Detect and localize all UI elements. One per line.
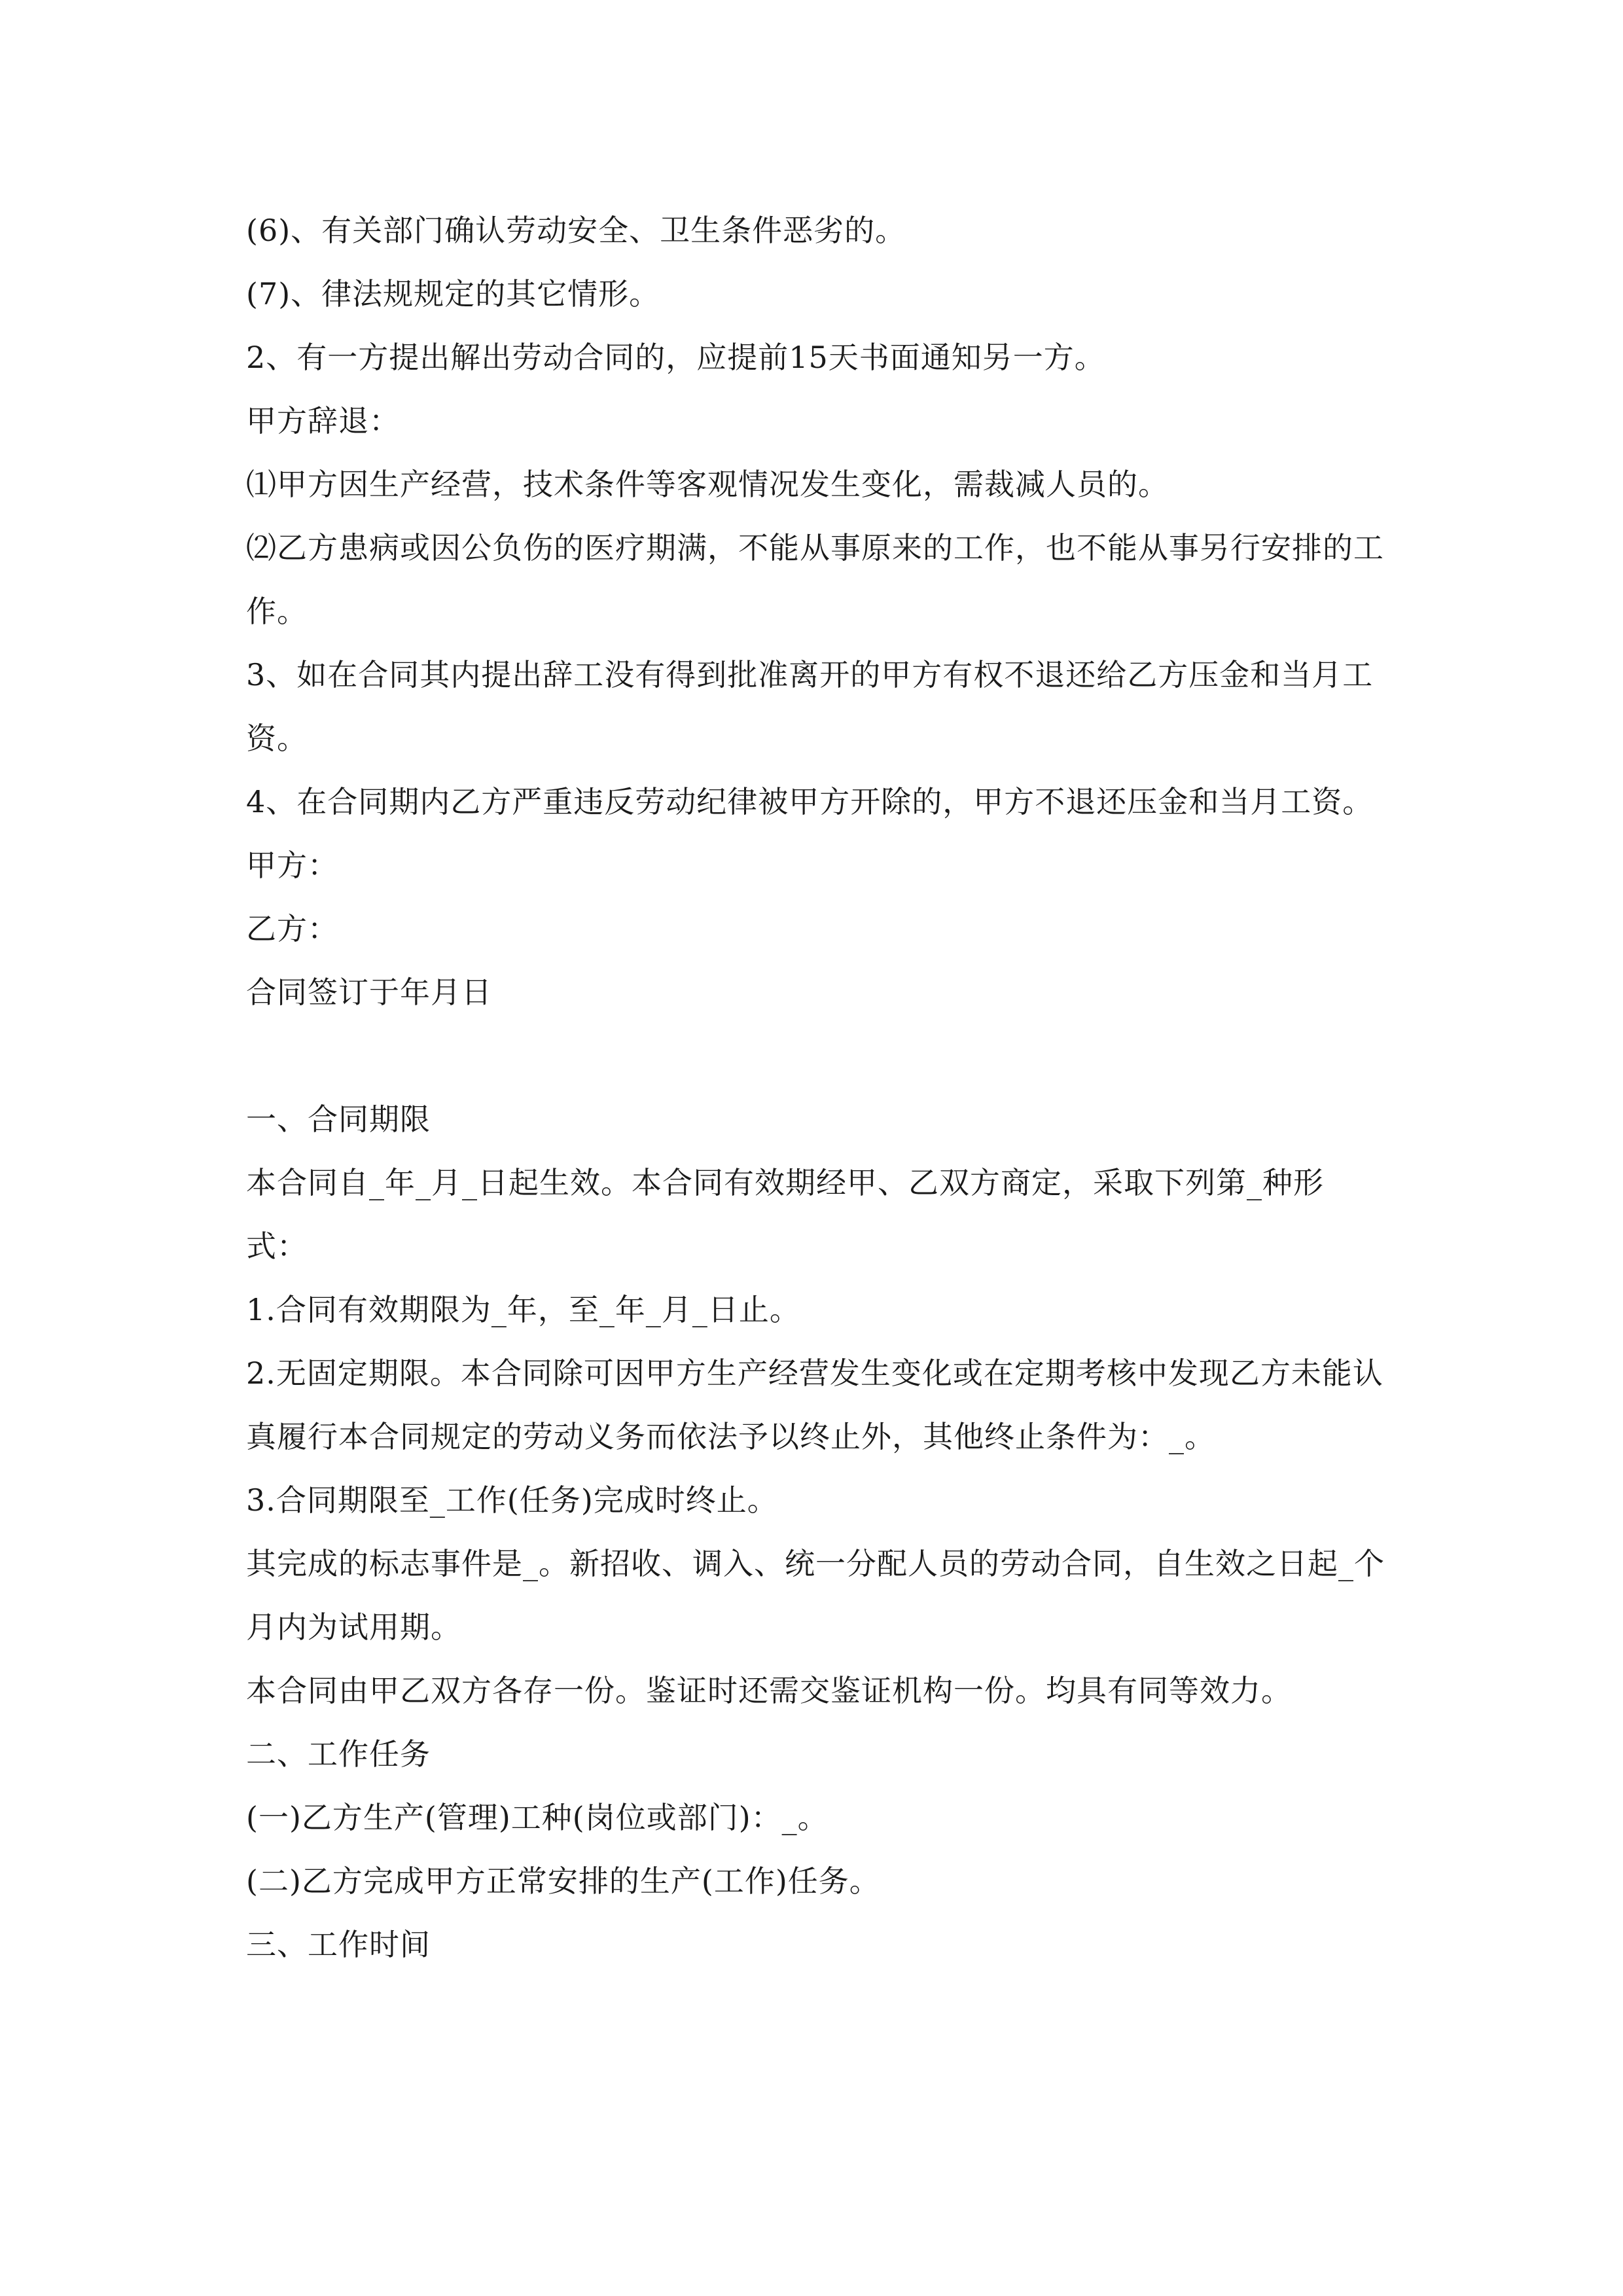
term-option-1: 1.合同有效期限为_年，至_年_月_日止。 [246,1292,800,1327]
section-2-heading: 二、工作任务 [246,1736,431,1772]
party-b-signature: 乙方： [246,911,338,946]
employer-dismissal-heading: 甲方辞退： [246,403,400,439]
term-effective-clause: 本合同自_年_月_日起生效。本合同有效期经甲、乙双方商定，采取下列第_种形式： [246,1165,1324,1264]
signing-date: 合同签订于年月日 [246,975,492,1010]
copies-clause: 本合同由甲乙双方各存一份。鉴证时还需交鉴证机构一份。均具有同等效力。 [246,1673,1292,1708]
task-item-2: (二)乙方完成甲方正常安排的生产(工作)任务。 [246,1863,880,1899]
clause-6: (6)、有关部门确认劳动安全、卫生条件恶劣的。 [246,213,906,248]
clause-2-notice: 2、有一方提出解出劳动合同的，应提前15天书面通知另一方。 [246,340,1105,375]
probation-clause: 其完成的标志事件是_。新招收、调入、统一分配人员的劳动合同，自生效之日起_个月内为试用期。 [246,1546,1385,1645]
task-item-1: (一)乙方生产(管理)工种(岗位或部门)：_。 [246,1800,829,1835]
document-body [246,199,1385,1977]
section-1-heading: 一、合同期限 [246,1102,431,1137]
section-spacer [246,1024,1385,1088]
clause-7: (7)、律法规规定的其它情形。 [246,276,660,312]
term-option-3: 3.合同期限至_工作(任务)完成时终止。 [246,1482,778,1518]
party-a-signature: 甲方： [246,848,338,883]
clause-4-expulsion: 4、在合同期内乙方严重违反劳动纪律被甲方开除的，甲方不退还压金和当月工资。 [246,784,1374,819]
dismissal-item-2: ⑵乙方患病或因公负伤的医疗期满，不能从事原来的工作，也不能从事另行安排的工作。 [246,530,1384,629]
dismissal-item-1: ⑴甲方因生产经营，技术条件等客观情况发生变化，需裁减人员的。 [246,467,1169,502]
section-3-heading: 三、工作时间 [246,1927,431,1962]
clause-3-resignation: 3、如在合同其内提出辞工没有得到批准离开的甲方有权不退还给乙方压金和当月工资。 [246,657,1374,756]
term-option-2: 2.无固定期限。本合同除可因甲方生产经营发生变化或在定期考核中发现乙方未能认真履行本合同规定的劳动义务而依法予以终止外，其他终止条件为：_。 [246,1355,1383,1454]
